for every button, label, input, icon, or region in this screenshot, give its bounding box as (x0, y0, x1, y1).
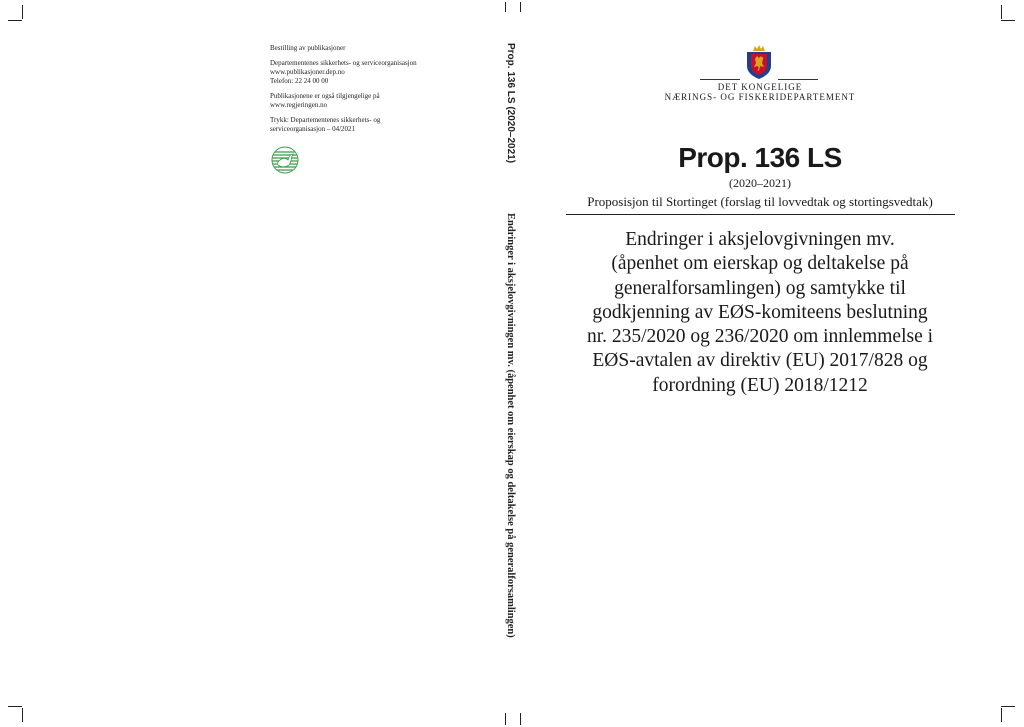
main-title-line: generalforsamlingen) og samtykke til (614, 277, 906, 299)
main-title-line: nr. 235/2020 og 236/2020 om innlemmelse i (586, 326, 934, 348)
spine-short-title (505, 43, 521, 163)
publisher-phone: Telefon: 22 24 00 00 (270, 77, 329, 85)
main-title-line: (åpenhet om eierskap og deltakelse på (611, 253, 909, 275)
print-block (270, 116, 490, 134)
publisher-block (270, 59, 490, 86)
main-title-line: EØS-avtalen av direktiv (EU) 2017/828 og (592, 350, 928, 372)
proposition-title: Prop. 136 LS (678, 142, 842, 173)
main-title-line: forordning (EU) 2018/1212 (652, 374, 868, 396)
online-line: Publikasjonene er også tilgjengelige på (270, 92, 380, 100)
spine-long-title-text: Endringer i aksjelovgivningen mv. (åpenhet om eierskap og deltakelse på generalforsamlingen) (505, 213, 516, 638)
spine-short-title-text: Prop. 136 LS (2020–2021) (505, 43, 516, 164)
title-divider (566, 214, 955, 215)
norwegian-coat-of-arms-icon (744, 45, 774, 79)
main-title-line: godkjenning av EØS-komiteens beslutning (592, 301, 928, 323)
ministry-name-line-1: DET KONGELIGE (717, 82, 803, 92)
online-url: www.regjeringen.no (270, 101, 328, 109)
proposition-year: (2020–2021) (729, 176, 791, 190)
logo-rule-right (778, 79, 818, 80)
print-line-2: serviceorganisasjon – 04/2021 (270, 125, 356, 133)
proposition-main-title (562, 228, 958, 398)
publisher-url: www.publikasjoner.dep.no (270, 68, 345, 76)
logo-rule-left (700, 79, 740, 80)
order-heading: Bestilling av publikasjoner (270, 44, 346, 52)
nordic-swan-ecolabel-icon (271, 146, 299, 174)
proposition-subtitle: Proposisjon til Stortinget (forslag til lovvedtak og stortingsvedtak) (587, 194, 933, 209)
spine-long-title (505, 213, 521, 663)
print-line-1: Trykk: Departementenes sikkerhets- og (270, 116, 381, 124)
back-cover-info (270, 44, 490, 140)
publisher-line: Departementenes sikkerhets- og serviceorganisasjon (270, 59, 417, 67)
ministry-name-line-2: NÆRINGS- OG FISKERIDEPARTEMENT (664, 92, 856, 102)
main-title-line: Endringer i aksjelovgivningen mv. (625, 229, 895, 250)
online-block (270, 92, 490, 110)
